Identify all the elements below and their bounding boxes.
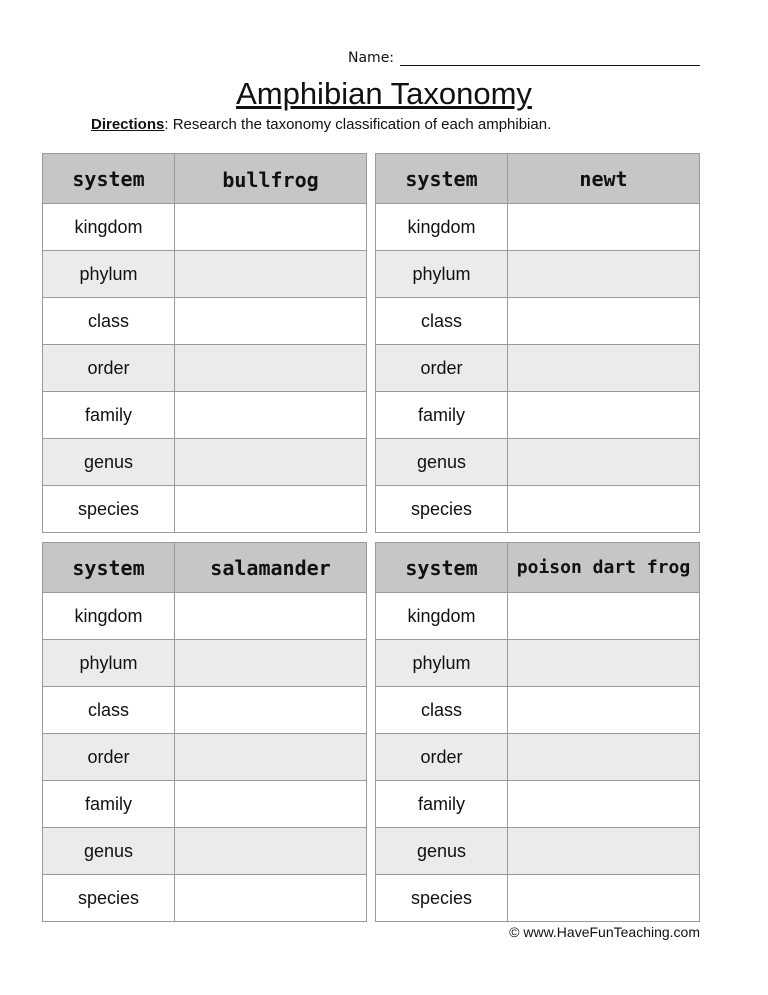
table-row: [43, 486, 367, 533]
name-label: Name:: [348, 50, 395, 66]
rank-label: family: [376, 392, 508, 439]
rank-label: order: [43, 734, 175, 781]
system-header: system: [376, 154, 508, 204]
answer-cell[interactable]: [508, 298, 700, 345]
answer-cell[interactable]: [175, 298, 367, 345]
table-row: [43, 734, 367, 781]
rank-label: genus: [376, 439, 508, 486]
animal-header: salamander: [175, 543, 367, 593]
table-row: [43, 204, 367, 251]
table-row: [43, 781, 367, 828]
system-header: system: [43, 154, 175, 204]
table-row: [376, 593, 700, 640]
animal-header: poison dart frog: [508, 543, 700, 593]
table-row: [376, 439, 700, 486]
answer-cell[interactable]: [508, 875, 700, 922]
rank-label: order: [376, 345, 508, 392]
answer-cell[interactable]: [175, 875, 367, 922]
rank-label: genus: [43, 439, 175, 486]
rank-label: phylum: [43, 640, 175, 687]
table-row: [376, 640, 700, 687]
table-header-row: [43, 154, 367, 204]
table-row: [43, 345, 367, 392]
rank-label: order: [376, 734, 508, 781]
taxonomy-table-poison-dart-frog: [375, 542, 700, 922]
answer-cell[interactable]: [175, 734, 367, 781]
answer-cell[interactable]: [508, 345, 700, 392]
rank-label: class: [376, 687, 508, 734]
rank-label: species: [376, 875, 508, 922]
rank-label: phylum: [376, 251, 508, 298]
answer-cell[interactable]: [175, 392, 367, 439]
table-row: [43, 251, 367, 298]
animal-header: newt: [508, 154, 700, 204]
system-header: system: [376, 543, 508, 593]
directions: [91, 116, 551, 133]
taxonomy-table-bullfrog: [42, 153, 367, 533]
answer-cell[interactable]: [508, 828, 700, 875]
rank-label: kingdom: [376, 204, 508, 251]
name-blank-line[interactable]: [400, 51, 700, 66]
rank-label: genus: [376, 828, 508, 875]
name-field: [348, 46, 700, 66]
page-title: Amphibian Taxonomy: [236, 76, 532, 111]
table-row: [43, 298, 367, 345]
taxonomy-table-newt: [375, 153, 700, 533]
answer-cell[interactable]: [175, 251, 367, 298]
answer-cell[interactable]: [175, 439, 367, 486]
table-row: [43, 593, 367, 640]
answer-cell[interactable]: [508, 251, 700, 298]
rank-label: order: [43, 345, 175, 392]
rank-label: species: [43, 486, 175, 533]
table-row: [43, 392, 367, 439]
taxonomy-table-salamander: [42, 542, 367, 922]
table-row: [43, 640, 367, 687]
directions-label: Directions: [91, 116, 165, 133]
answer-cell[interactable]: [175, 687, 367, 734]
answer-cell[interactable]: [508, 734, 700, 781]
answer-cell[interactable]: [175, 345, 367, 392]
rank-label: class: [43, 298, 175, 345]
animal-header: bullfrog: [175, 154, 367, 204]
answer-cell[interactable]: [508, 439, 700, 486]
copyright-footer: © www.HaveFunTeaching.com: [509, 924, 700, 940]
table-row: [376, 392, 700, 439]
answer-cell[interactable]: [175, 486, 367, 533]
table-row: [43, 439, 367, 486]
table-row: [376, 781, 700, 828]
table-row: [376, 486, 700, 533]
table-row: [376, 875, 700, 922]
rank-label: kingdom: [376, 593, 508, 640]
rank-label: genus: [43, 828, 175, 875]
table-row: [376, 828, 700, 875]
table-row: [376, 298, 700, 345]
table-row: [376, 204, 700, 251]
rank-label: family: [43, 781, 175, 828]
table-header-row: [43, 543, 367, 593]
answer-cell[interactable]: [175, 640, 367, 687]
answer-cell[interactable]: [508, 640, 700, 687]
table-row: [376, 345, 700, 392]
answer-cell[interactable]: [508, 593, 700, 640]
answer-cell[interactable]: [175, 828, 367, 875]
table-row: [43, 828, 367, 875]
answer-cell[interactable]: [175, 204, 367, 251]
rank-label: class: [376, 298, 508, 345]
answer-cell[interactable]: [508, 486, 700, 533]
table-row: [43, 875, 367, 922]
answer-cell[interactable]: [508, 781, 700, 828]
rank-label: kingdom: [43, 204, 175, 251]
answer-cell[interactable]: [508, 687, 700, 734]
answer-cell[interactable]: [508, 392, 700, 439]
answer-cell[interactable]: [175, 593, 367, 640]
directions-text: : Research the taxonomy classification of each amphibian.: [164, 116, 552, 133]
table-row: [376, 251, 700, 298]
rank-label: family: [376, 781, 508, 828]
table-row: [376, 687, 700, 734]
rank-label: phylum: [376, 640, 508, 687]
table-header-row: [376, 543, 700, 593]
table-row: [43, 687, 367, 734]
rank-label: class: [43, 687, 175, 734]
table-header-row: [376, 154, 700, 204]
answer-cell[interactable]: [508, 204, 700, 251]
system-header: system: [43, 543, 175, 593]
rank-label: family: [43, 392, 175, 439]
answer-cell[interactable]: [175, 781, 367, 828]
rank-label: phylum: [43, 251, 175, 298]
rank-label: species: [376, 486, 508, 533]
rank-label: species: [43, 875, 175, 922]
rank-label: kingdom: [43, 593, 175, 640]
table-row: [376, 734, 700, 781]
